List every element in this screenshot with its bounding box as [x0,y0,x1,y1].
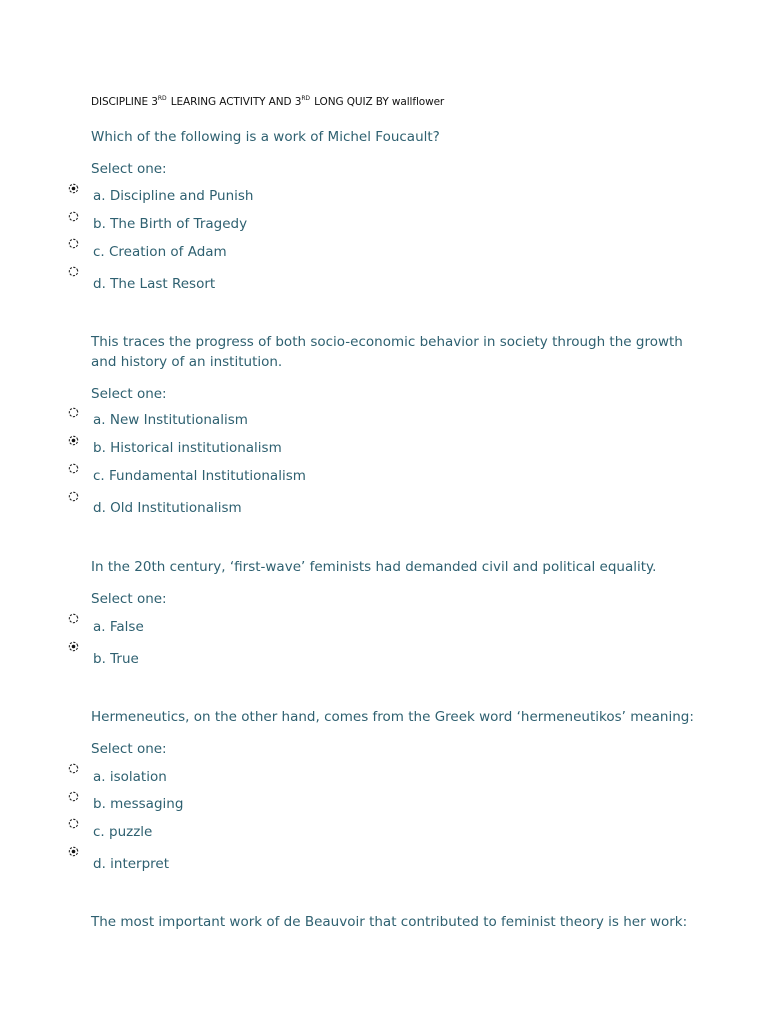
option-label[interactable]: c. Fundamental Institutionalism [93,468,306,484]
option-label[interactable]: a. False [93,619,144,635]
radio-button[interactable] [68,846,79,857]
option-label[interactable]: a. isolation [93,769,167,785]
option-label[interactable]: d. The Last Resort [93,276,216,292]
option-label[interactable]: b. messaging [93,796,184,812]
title-part: LONG QUIZ BY wallflower [310,96,445,108]
radio-button[interactable] [68,613,79,624]
radio-button[interactable] [68,463,79,474]
title-superscript: RD [157,95,167,102]
radio-button[interactable] [68,491,79,502]
radio-button[interactable] [68,763,79,774]
radio-button[interactable] [68,641,79,652]
option-label[interactable]: a. New Institutionalism [93,412,248,428]
radio-button[interactable] [68,791,79,802]
option-label[interactable]: c. Creation of Adam [93,244,227,260]
question-text: This traces the progress of both socio-economic behavior in society through the growth and history of an institution. [91,334,683,370]
select-one-label: Select one: [91,386,167,402]
radio-button[interactable] [68,238,79,249]
option-label[interactable]: b. The Birth of Tragedy [93,216,248,232]
option-label[interactable]: d. interpret [93,856,170,872]
radio-button[interactable] [68,407,79,418]
option-label[interactable]: b. Historical institutionalism [93,440,282,456]
select-one-label: Select one: [91,741,167,757]
radio-button[interactable] [68,266,79,277]
page-title [91,95,444,108]
title-part: LEARING ACTIVITY AND 3 [167,96,302,108]
radio-button[interactable] [68,211,79,222]
select-one-label: Select one: [91,591,167,607]
option-label[interactable]: a. Discipline and Punish [93,188,254,204]
select-one-label: Select one: [91,161,167,177]
question-text: In the 20th century, ‘first-wave’ feminists had demanded civil and political equality. [91,559,657,575]
question-text: Which of the following is a work of Michel Foucault? [91,129,440,145]
radio-button[interactable] [68,435,79,446]
option-label[interactable]: c. puzzle [93,824,153,840]
radio-button[interactable] [68,818,79,829]
option-label[interactable]: d. Old Institutionalism [93,500,242,516]
title-part: DISCIPLINE 3 [91,96,158,108]
radio-button[interactable] [68,183,79,194]
title-superscript: RD [301,95,310,102]
question-text: Hermeneutics, on the other hand, comes from the Greek word ‘hermeneutikos’ meaning: [91,709,694,725]
question-text: The most important work of de Beauvoir that contributed to feminist theory is her work: [91,914,688,930]
option-label[interactable]: b. True [93,651,139,667]
